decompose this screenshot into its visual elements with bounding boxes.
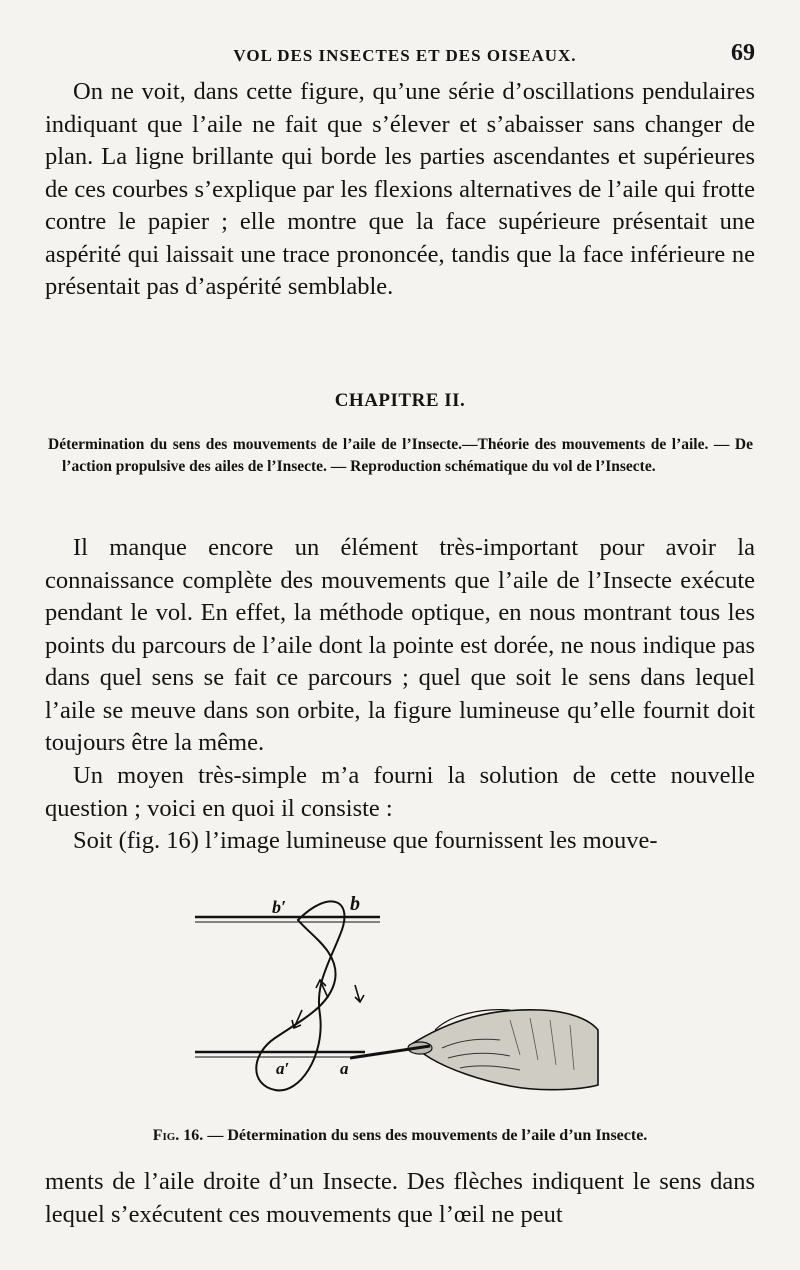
figure-caption	[0, 1127, 800, 1145]
wing-trajectory	[256, 901, 344, 1090]
label-b-prime: b′	[272, 897, 287, 917]
direction-arrow	[292, 1010, 302, 1028]
label-a-prime: a′	[276, 1059, 290, 1078]
label-b: b	[350, 893, 360, 915]
paragraph-element-important	[45, 532, 755, 760]
paragraph-text: Un moyen très-simple m’a fourni la solution de cette nouvelle question ; voici en quoi il consiste :	[45, 762, 755, 822]
running-head: VOL DES INSECTES ET DES OISEAUX.	[233, 46, 577, 65]
page-number: 69	[731, 40, 755, 66]
paragraph-text: ments de l’aile droite d’un Insecte. Des flèches indiquent le sens dans lequel s’exécutent ces mouvements que l’œil ne peut	[45, 1168, 755, 1228]
figure-caption-text: — Détermination du sens des mouvements de l’aile d’un Insecte.	[207, 1127, 648, 1144]
hand-illustration	[408, 1010, 598, 1090]
paragraph-text: Soit (fig. 16) l’image lumineuse que fournissent les mouve-	[73, 827, 658, 854]
figure-16	[180, 880, 600, 1105]
paragraph-moyen	[45, 760, 755, 825]
direction-arrow	[355, 985, 364, 1002]
chapter-title: CHAPITRE II.	[334, 390, 466, 411]
figure-caption-label: Fig. 16.	[152, 1127, 204, 1144]
paragraph-oscillations	[45, 76, 755, 304]
page-header	[55, 40, 755, 74]
paragraph-continued	[45, 1166, 755, 1231]
paragraph-soit	[45, 825, 755, 858]
paragraph-text: Il manque encore un élément très-important pour avoir la connaissance complète des mouvements que l’aile de l’Insecte exécute pendant le vol. En effet, la méthode optique, en nous montrant tous les points du parcours de l’aile dont la pointe est dorée, ne nous indique pas dans quel sens se fait ce parcours ; quel que soit le sens dans lequel l’aile se meuve dans son orbite, la figure lumineuse qu’elle fournit doit toujours être la même.	[45, 534, 755, 756]
direction-arrow	[316, 980, 328, 998]
label-a: a	[340, 1059, 349, 1078]
figure-illustration	[180, 880, 600, 1105]
chapter-summary: Détermination du sens des mouvements de l’aile de l’Insecte.—Théorie des mouvements de l’aile. — De l’action propulsive des ailes de l’Insecte. — Reproduction schématique du vol de l’Insecte.	[48, 436, 753, 475]
paragraph-text: On ne voit, dans cette figure, qu’une série d’oscillations pendulaires indiquant que l’aile ne fait que s’élever et s’abaisser sans changer de plan. La ligne brillante qui borde les parties ascendantes et supérieures de ces courbes s’explique par les flexions alternatives de l’aile qui frotte contre le papier ; elle montre que la face supérieure présentait une aspérité qui laissait une trace prononcée, tandis que la face inférieure ne présentait pas d’aspérité semblable.	[45, 78, 755, 300]
